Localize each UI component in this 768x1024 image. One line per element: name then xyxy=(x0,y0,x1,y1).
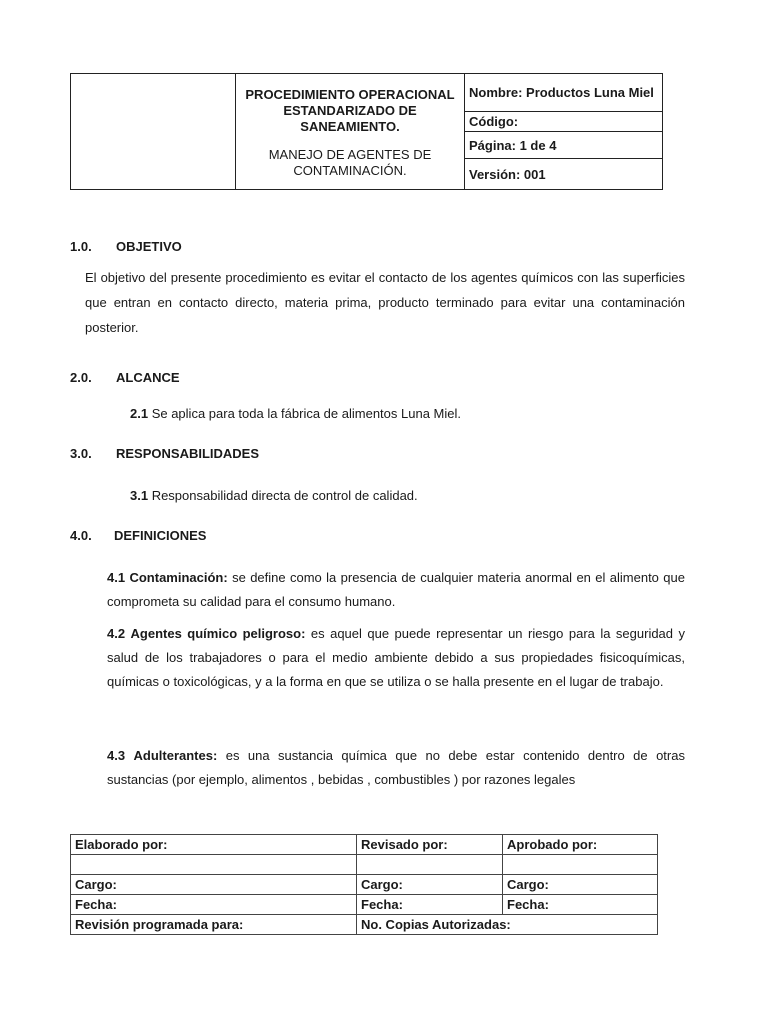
definition-text: es aquel que puede representar un riesgo para la seguridad y salud de los trabajadores o para el medio ambiente debido a sus propiedades fisicoquímicas, químicas o toxicológicas, y a la forma en que se utiliza o se halla presente en el lugar de trabajo. xyxy=(107,626,685,689)
document-title: PROCEDIMIENTO OPERACIONAL ESTANDARIZADO DE SANEAMIENTO. xyxy=(245,86,455,134)
fecha-cell: Fecha: xyxy=(357,895,503,915)
section-heading-definiciones xyxy=(70,528,206,543)
section-title: ALCANCE xyxy=(116,370,180,385)
cargo-cell: Cargo: xyxy=(357,875,503,895)
signature-cell xyxy=(503,855,658,875)
definition-number: 4.3 xyxy=(107,748,126,763)
definition-number: 4.2 xyxy=(107,626,126,641)
elaborado-cell: Elaborado por: xyxy=(71,835,357,855)
cargo-cell: Cargo: xyxy=(503,875,658,895)
fecha-cell: Fecha: xyxy=(71,895,357,915)
revision-programada-cell: Revisión programada para: xyxy=(71,915,357,935)
codigo-field: Código: xyxy=(465,112,663,132)
definition-text: se define como la presencia de cualquier materia anormal en el alimento que comprometa su calidad para el consumo humano. xyxy=(107,570,685,609)
section-title: OBJETIVO xyxy=(116,239,182,254)
fecha-cell: Fecha: xyxy=(503,895,658,915)
responsabilidades-item xyxy=(130,488,418,503)
section-heading-responsabilidades xyxy=(70,446,259,461)
signature-cell xyxy=(71,855,357,875)
approval-table xyxy=(70,834,658,935)
section-number: 1.0. xyxy=(70,239,92,254)
alcance-item xyxy=(130,406,461,421)
definition-term: Agentes químico peligroso: xyxy=(130,626,306,641)
section-number: 3.0. xyxy=(70,446,92,461)
item-number: 3.1 xyxy=(130,488,149,503)
item-text: Se aplica para toda la fábrica de alimentos Luna Miel. xyxy=(148,406,461,421)
definition-item xyxy=(107,622,685,694)
section-title: RESPONSABILIDADES xyxy=(116,446,260,461)
copias-autorizadas-cell: No. Copias Autorizadas: xyxy=(357,915,658,935)
section-title: DEFINICIONES xyxy=(114,528,207,543)
definition-number: 4.1 xyxy=(107,570,126,585)
objetivo-paragraph: El objetivo del presente procedimiento es evitar el contacto de los agentes químicos con las superficies que entran en contacto directo, materia prima, producto terminado para evitar una contaminación posterior. xyxy=(85,270,685,335)
definition-item xyxy=(107,744,685,792)
section-number: 4.0. xyxy=(70,528,92,543)
section-number: 2.0. xyxy=(70,370,92,385)
version-field: Versión: 001 xyxy=(465,159,663,190)
signature-cell xyxy=(357,855,503,875)
cargo-cell: Cargo: xyxy=(71,875,357,895)
document-subtitle: MANEJO DE AGENTES DE CONTAMINACIÓN. xyxy=(268,146,432,178)
definition-term: Adulterantes: xyxy=(133,748,218,763)
section-heading-objetivo xyxy=(70,239,182,254)
title-cell xyxy=(236,74,465,190)
pagina-field: Página: 1 de 4 xyxy=(465,132,663,159)
document-header-table xyxy=(70,73,663,190)
item-number: 2.1 xyxy=(130,406,149,421)
nombre-field: Nombre: Productos Luna Miel xyxy=(465,74,663,112)
definition-term: Contaminación: xyxy=(129,570,228,585)
item-text: Responsabilidad directa de control de calidad. xyxy=(148,488,418,503)
definition-text: es una sustancia química que no debe estar contenido dentro de otras sustancias (por ejemplo, alimentos , bebidas , combustibles ) por razones legales xyxy=(107,748,685,787)
revisado-cell: Revisado por: xyxy=(357,835,503,855)
aprobado-cell: Aprobado por: xyxy=(503,835,658,855)
logo-cell xyxy=(71,74,236,190)
definition-item xyxy=(107,566,685,614)
section-heading-alcance xyxy=(70,370,180,385)
